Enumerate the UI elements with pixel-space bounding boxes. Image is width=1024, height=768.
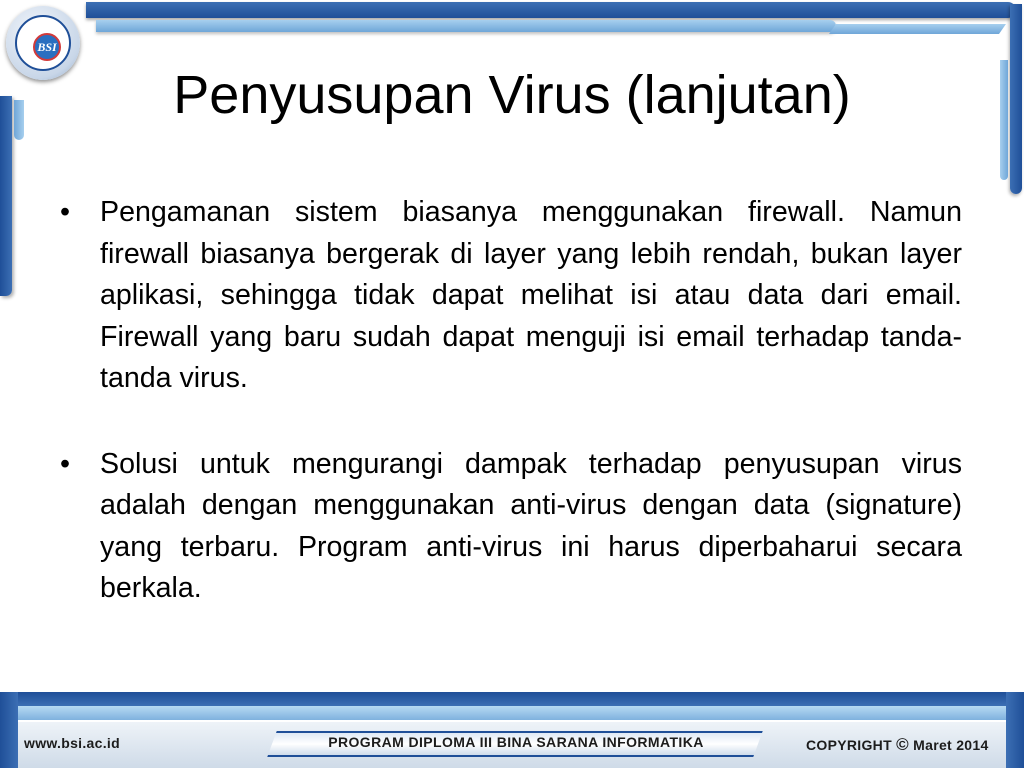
top-frame-bar: [86, 2, 1016, 18]
bottom-right-post: [1006, 692, 1024, 768]
footer-program: PROGRAM DIPLOMA III BINA SARANA INFORMATIKA: [328, 734, 704, 750]
left-frame-bar: [0, 96, 12, 296]
bottom-frame-bar: [0, 692, 1024, 706]
bullet-dot-icon: •: [60, 196, 71, 228]
logo-initials: BSI: [33, 33, 61, 61]
copyright-label: COPYRIGHT: [806, 737, 892, 753]
bottom-frame-bar-light: [0, 706, 1024, 720]
logo-ring: [15, 15, 71, 71]
footer-website: www.bsi.ac.id: [24, 735, 120, 751]
bullet-text: Solusi untuk mengurangi dampak terhadap penyusupan virus adalah dengan menggunakan anti-virus dengan data (signature) yang terbaru. Program anti-virus ini harus diperbaharui secara berkala.: [100, 447, 962, 604]
bottom-left-post: [0, 692, 18, 768]
copyright-icon: ©: [896, 735, 909, 754]
top-frame-bar-light-tail: [829, 24, 1006, 34]
bullet-dot-icon: •: [60, 447, 71, 480]
bullet-item: [56, 192, 962, 400]
bullet-item: [56, 444, 962, 610]
slide-title: Penyusupan Virus (lanjutan): [173, 65, 851, 125]
copyright-date: Maret 2014: [913, 737, 989, 753]
footer-copyright: [806, 735, 989, 755]
top-frame-bar-light: [96, 20, 836, 32]
bullet-list: [56, 192, 962, 610]
bullet-text: Pengamanan sistem biasanya menggunakan firewall. Namun firewall biasanya bergerak di layer yang lebih rendah, bukan layer aplikasi, sehingga tidak dapat melihat isi atau data dari email. Firewall yang baru sudah dapat menguji isi email terhadap tanda-tanda virus.: [100, 196, 962, 394]
